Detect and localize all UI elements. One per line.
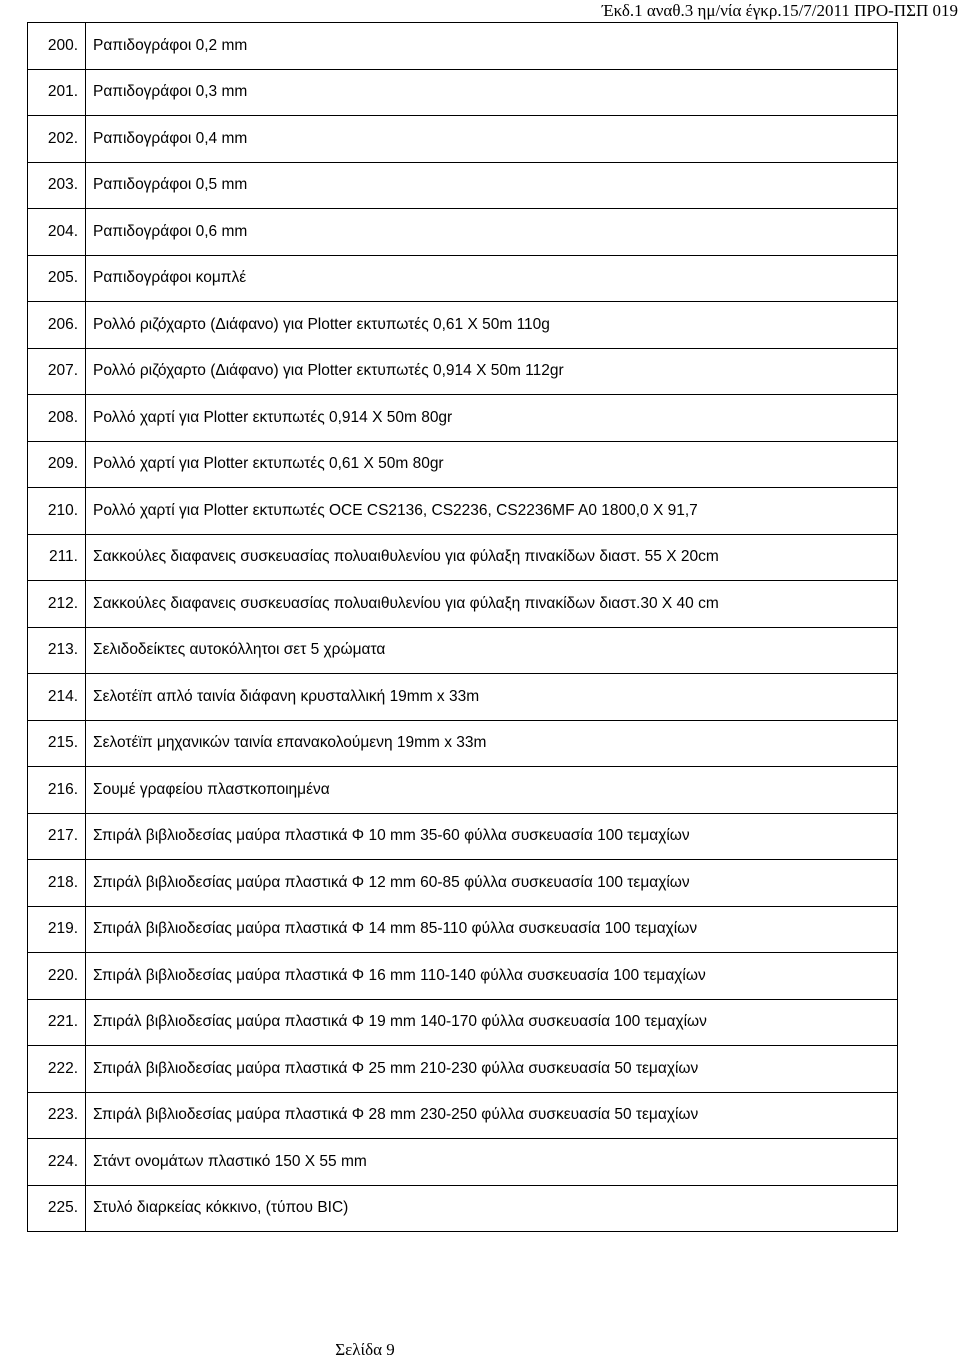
document-revision-header: Έκδ.1 αναθ.3 ημ/νία έγκρ.15/7/2011 ΠΡΟ-ΠΣΠ 019	[601, 1, 958, 20]
table-row	[28, 488, 898, 535]
item-description: Στάντ ονομάτων πλαστικό 150 Χ 55 mm	[86, 1139, 898, 1186]
item-description: Σακκούλες διαφανεις συσκευασίας πολυαιθυλενίου για φύλαξη πινακίδων διαστ.30 Χ 40 cm	[86, 581, 898, 628]
item-description: Σπιράλ βιβλιοδεσίας μαύρα πλαστικά Φ 10 mm 35-60 φύλλα συσκευασία 100 τεμαχίων	[86, 813, 898, 860]
table-row	[28, 1046, 898, 1093]
table-row	[28, 209, 898, 256]
item-number: 211.	[28, 534, 86, 581]
table-row	[28, 69, 898, 116]
table-row	[28, 1185, 898, 1232]
item-number: 215.	[28, 720, 86, 767]
item-description: Ρολλό χαρτί για Plotter εκτυπωτές 0,914 Χ 50m 80gr	[86, 395, 898, 442]
item-description: Σπιράλ βιβλιοδεσίας μαύρα πλαστικά Φ 28 mm 230-250 φύλλα συσκευασία 50 τεμαχίων	[86, 1092, 898, 1139]
item-number: 222.	[28, 1046, 86, 1093]
table-row	[28, 906, 898, 953]
item-description: Σελοτέϊπ μηχανικών ταινία επανακολούμενη 19mm x 33m	[86, 720, 898, 767]
item-description: Σπιράλ βιβλιοδεσίας μαύρα πλαστικά Φ 12 mm 60-85 φύλλα συσκευασία 100 τεμαχίων	[86, 860, 898, 907]
item-description: Σελοτέϊπ απλό ταινία διάφανη κρυσταλλική 19mm x 33m	[86, 674, 898, 721]
item-description: Ραπιδογράφοι 0,3 mm	[86, 69, 898, 116]
item-number: 202.	[28, 116, 86, 163]
item-description: Ραπιδογράφοι κομπλέ	[86, 255, 898, 302]
table-row	[28, 441, 898, 488]
item-description: Σουμέ γραφείου πλαστκοποιημένα	[86, 767, 898, 814]
item-description: Ρολλό ριζόχαρτο (Διάφανο) για Plotter εκτυπωτές 0,61 Χ 50m 110g	[86, 302, 898, 349]
item-description: Ραπιδογράφοι 0,4 mm	[86, 116, 898, 163]
table-row	[28, 116, 898, 163]
item-description: Ρολλό ριζόχαρτο (Διάφανο) για Plotter εκτυπωτές 0,914 Χ 50m 112gr	[86, 348, 898, 395]
item-description: Σακκούλες διαφανεις συσκευασίας πολυαιθυλενίου για φύλαξη πινακίδων διαστ. 55 Χ 20cm	[86, 534, 898, 581]
item-number: 221.	[28, 999, 86, 1046]
item-number: 210.	[28, 488, 86, 535]
item-number: 205.	[28, 255, 86, 302]
items-table-body	[28, 23, 898, 1232]
item-number: 217.	[28, 813, 86, 860]
item-number: 218.	[28, 860, 86, 907]
table-row	[28, 348, 898, 395]
item-description: Ρολλό χαρτί για Plotter εκτυπωτές OCE CS2136, CS2236, CS2236MF A0 1800,0 Χ 91,7	[86, 488, 898, 535]
item-description: Σπιράλ βιβλιοδεσίας μαύρα πλαστικά Φ 25 mm 210-230 φύλλα συσκευασία 50 τεμαχίων	[86, 1046, 898, 1093]
page-number: Σελίδα 9	[335, 1340, 395, 1359]
item-description: Στυλό διαρκείας κόκκινο, (τύπου BIC)	[86, 1185, 898, 1232]
item-description: Ραπιδογράφοι 0,5 mm	[86, 162, 898, 209]
table-row	[28, 999, 898, 1046]
item-number: 214.	[28, 674, 86, 721]
table-row	[28, 162, 898, 209]
table-row	[28, 302, 898, 349]
table-row	[28, 767, 898, 814]
item-description: Σπιράλ βιβλιοδεσίας μαύρα πλαστικά Φ 19 mm 140-170 φύλλα συσκευασία 100 τεμαχίων	[86, 999, 898, 1046]
item-number: 224.	[28, 1139, 86, 1186]
item-description: Σπιράλ βιβλιοδεσίας μαύρα πλαστικά Φ 16 mm 110-140 φύλλα συσκευασία 100 τεμαχίων	[86, 953, 898, 1000]
item-number: 207.	[28, 348, 86, 395]
table-row	[28, 23, 898, 70]
table-row	[28, 581, 898, 628]
item-number: 225.	[28, 1185, 86, 1232]
item-number: 208.	[28, 395, 86, 442]
table-row	[28, 255, 898, 302]
item-description: Σελιδοδείκτες αυτοκόλλητοι σετ 5 χρώματα	[86, 627, 898, 674]
item-description: Ρολλό χαρτί για Plotter εκτυπωτές 0,61 Χ 50m 80gr	[86, 441, 898, 488]
items-table	[27, 22, 898, 1232]
table-row	[28, 534, 898, 581]
item-number: 200.	[28, 23, 86, 70]
table-row	[28, 860, 898, 907]
table-row	[28, 813, 898, 860]
item-description: Ραπιδογράφοι 0,2 mm	[86, 23, 898, 70]
item-number: 223.	[28, 1092, 86, 1139]
item-description: Ραπιδογράφοι 0,6 mm	[86, 209, 898, 256]
table-row	[28, 1139, 898, 1186]
item-number: 201.	[28, 69, 86, 116]
item-number: 203.	[28, 162, 86, 209]
table-row	[28, 627, 898, 674]
item-number: 213.	[28, 627, 86, 674]
item-number: 206.	[28, 302, 86, 349]
table-row	[28, 395, 898, 442]
item-number: 220.	[28, 953, 86, 1000]
table-row	[28, 1092, 898, 1139]
item-description: Σπιράλ βιβλιοδεσίας μαύρα πλαστικά Φ 14 mm 85-110 φύλλα συσκευασία 100 τεμαχίων	[86, 906, 898, 953]
item-number: 212.	[28, 581, 86, 628]
table-row	[28, 953, 898, 1000]
table-row	[28, 720, 898, 767]
item-number: 209.	[28, 441, 86, 488]
item-number: 216.	[28, 767, 86, 814]
item-number: 204.	[28, 209, 86, 256]
table-row	[28, 674, 898, 721]
item-number: 219.	[28, 906, 86, 953]
